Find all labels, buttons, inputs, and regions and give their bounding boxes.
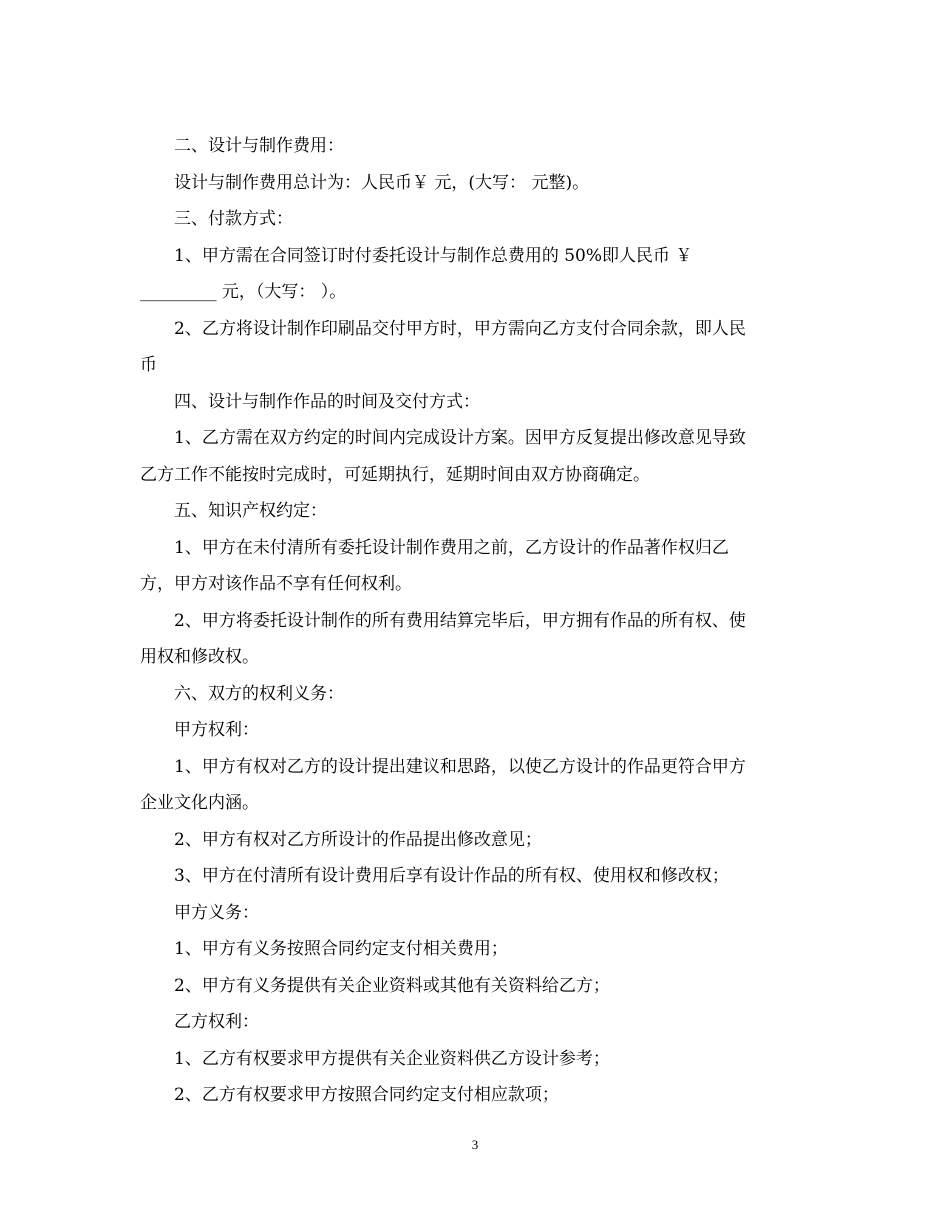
paragraph-line: 方，甲方对该作品不享有任何权利。 — [140, 574, 412, 594]
paragraph-line: 1、甲方有权对乙方的设计提出建议和思路，以使乙方设计的作品更符合甲方 — [174, 756, 746, 777]
section-heading-delivery: 四、设计与制作作品的时间及交付方式： — [174, 391, 480, 412]
paragraph-line: 1、甲方有义务按照合同约定支付相关费用； — [174, 939, 508, 959]
section-heading-payment: 三、付款方式： — [174, 209, 293, 229]
subheading-party-a-rights: 甲方权利： — [174, 720, 259, 740]
paragraph-line: 2、乙方将设计制作印刷品交付甲方时，甲方需向乙方支付合同余款，即人民 — [174, 318, 746, 339]
subheading-party-a-obligations: 甲方义务： — [174, 902, 259, 923]
section-heading-rights: 六、双方的权利义务： — [174, 683, 344, 704]
document-body — [140, 128, 805, 1114]
paragraph-line: 币 — [140, 355, 157, 375]
paragraph-line: 2、甲方有义务提供有关企业资料或其他有关资料给乙方； — [174, 975, 610, 996]
section-heading-fees: 二、设计与制作费用： — [174, 136, 344, 156]
paragraph-line: 乙方工作不能按时完成时，可延期执行，延期时间由双方协商确定。 — [140, 464, 650, 485]
paragraph-line: 3、甲方在付清所有设计费用后享有设计作品的所有权、使用权和修改权； — [174, 866, 729, 886]
paragraph-line: 2、甲方有权对乙方所设计的作品提出修改意见； — [174, 829, 542, 850]
paragraph-line: 企业文化内涵。 — [140, 793, 259, 813]
section-heading-ip: 五、知识产权约定： — [174, 501, 327, 521]
page-number: 3 — [471, 1137, 479, 1152]
paragraph-line: 用权和修改权。 — [140, 647, 259, 667]
paragraph-line: 1、甲方在未付清所有委托设计制作费用之前，乙方设计的作品著作权归乙 — [174, 537, 729, 558]
paragraph-line: 设计与制作费用总计为：人民币￥ 元，(大写： 元整)。 — [174, 172, 590, 193]
paragraph-line: 2、甲方将委托设计制作的所有费用结算完毕后，甲方拥有作品的所有权、使 — [174, 610, 746, 631]
subheading-party-b-rights: 乙方权利： — [174, 1012, 259, 1032]
paragraph-line: _________ 元，（大写： ）。 — [140, 282, 347, 302]
paragraph-line: 1、甲方需在合同签订时付委托设计与制作总费用的 50%即人民币 ￥ — [174, 245, 693, 266]
paragraph-line: 1、乙方需在双方约定的时间内完成设计方案。因甲方反复提出修改意见导致 — [174, 428, 746, 448]
paragraph-line: 1、乙方有权要求甲方提供有关企业资料供乙方设计参考； — [174, 1048, 610, 1069]
paragraph-line: 2、乙方有权要求甲方按照合同约定支付相应款项； — [174, 1085, 559, 1105]
